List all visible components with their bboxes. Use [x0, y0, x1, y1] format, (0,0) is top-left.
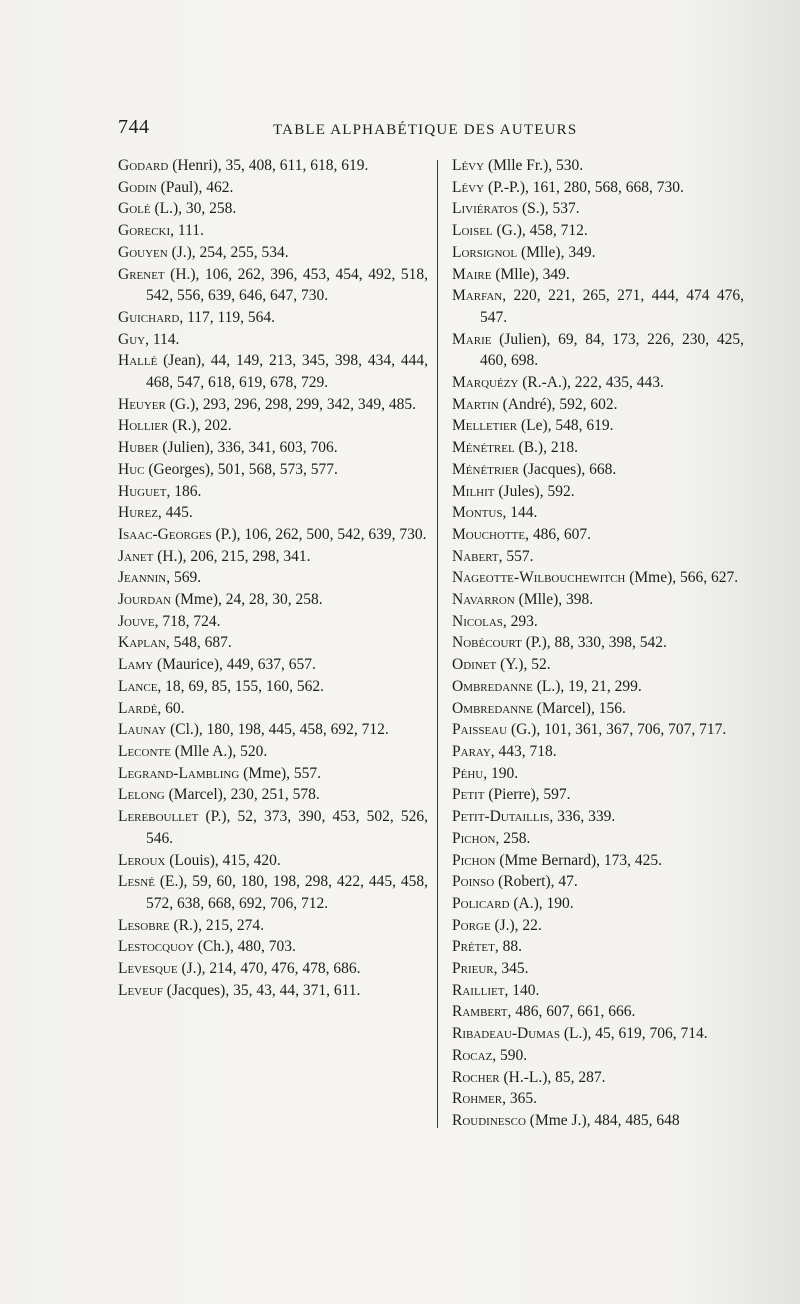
author-name: Nobécourt [452, 634, 522, 652]
page-number: 744 [118, 116, 150, 138]
author-name: Jeannin [118, 569, 167, 587]
author-name: Rohmer [452, 1090, 503, 1108]
index-entry [452, 1110, 744, 1132]
index-entry [118, 980, 428, 1002]
page-references: , 548, 687. [165, 634, 232, 652]
author-name: Ménétrier [452, 460, 519, 478]
page-references: , 445. [157, 504, 193, 522]
author-name: Rocaz [452, 1046, 493, 1064]
page-references: (Pierre), 597. [484, 786, 571, 804]
index-entry [452, 198, 744, 220]
page-references: , 557. [498, 547, 534, 565]
index-entry [118, 242, 428, 264]
index-entry [452, 220, 744, 242]
index-entry [118, 784, 428, 806]
index-entry [118, 958, 428, 980]
page-references: (H.), 206, 215, 298, 341. [153, 547, 311, 565]
index-entry [452, 437, 744, 459]
page-references: (André), 592, 602. [498, 395, 618, 413]
page-references: (S.), 537. [518, 200, 580, 218]
page-references: , 718, 724. [154, 612, 221, 630]
page-references: (G.), 293, 296, 298, 299, 342, 349, 485. [165, 395, 417, 413]
index-entry [118, 350, 428, 393]
author-name: Lestocquoy [118, 938, 194, 956]
author-name: Gouyen [118, 243, 168, 261]
author-name: Lance [118, 677, 158, 695]
author-name: Mouchotte [452, 525, 526, 543]
author-name: Janet [118, 547, 154, 565]
index-entry [452, 524, 744, 546]
page-references: (Mlle Fr.), 530. [484, 157, 584, 174]
page-references: (P.), 52, 373, 390, 453, 502, 526, 546. [146, 808, 428, 847]
page-references: , 140. [504, 981, 540, 999]
author-name: Rocher [452, 1068, 500, 1086]
index-entry [118, 719, 428, 741]
page-references: , 117, 119, 564. [179, 308, 276, 326]
index-entry [452, 242, 744, 264]
author-name: Lévy [452, 178, 485, 196]
page-references: (Maurice), 449, 637, 657. [153, 656, 316, 674]
index-entry [452, 1088, 744, 1110]
author-name: Golé [118, 200, 151, 218]
page-references: , 590. [492, 1046, 528, 1064]
author-name: Paray [452, 742, 491, 760]
page-references: (Henri), 35, 408, 611, 618, 619. [168, 157, 369, 174]
author-name: Marie [452, 330, 492, 348]
index-entry [118, 155, 428, 177]
author-name: Maire [452, 265, 492, 283]
index-entry [118, 698, 428, 720]
author-name: Lesné [118, 873, 155, 891]
page-references: , 486, 607, 661, 666. [507, 1003, 636, 1021]
page-references: (L.), 19, 21, 299. [532, 677, 642, 695]
page-references: (J.), 22. [490, 916, 542, 934]
page-references: (L.), 30, 258. [150, 200, 237, 218]
index-entry [118, 676, 428, 698]
author-name: Guichard [118, 308, 180, 326]
index-entry [118, 632, 428, 654]
author-name: Ménétrel [452, 439, 515, 457]
author-name: Gorecki [118, 222, 171, 240]
page-references: , 365. [502, 1090, 537, 1108]
author-name: Martin [452, 395, 499, 413]
index-column-right [452, 155, 744, 1132]
author-name: Petit-Dutaillis [452, 808, 550, 826]
page-references: (Mlle), 398. [514, 591, 594, 609]
page-references: (R.), 215, 274. [169, 916, 264, 934]
author-name: Ombredanne [452, 699, 533, 717]
page-references: (Georges), 501, 568, 573, 577. [144, 460, 338, 478]
index-entry [452, 958, 744, 980]
author-name: Lelong [118, 786, 165, 804]
page-references: , 190. [483, 764, 519, 782]
author-name: Prieur [452, 960, 494, 978]
author-name: Pichon [452, 829, 496, 847]
page-references: (P.-P.), 161, 280, 568, 668, 730. [484, 178, 684, 196]
author-name: Marquézy [452, 374, 519, 392]
author-name: Montus [452, 504, 503, 522]
index-entry [452, 459, 744, 481]
index-entry [118, 481, 428, 503]
index-entry [452, 177, 744, 199]
index-entry [118, 264, 428, 307]
author-name: Milhit [452, 482, 495, 500]
page-references: (Le), 548, 619. [517, 417, 614, 435]
author-name: Hallé [118, 352, 158, 370]
author-name: Odinet [452, 656, 497, 674]
author-name: Grenet [118, 265, 165, 283]
page-references: (L.), 45, 619, 706, 714. [559, 1025, 708, 1043]
index-entry [452, 567, 744, 589]
page-references: , 144. [502, 504, 538, 522]
index-entry [452, 1001, 744, 1023]
page-references: (G.), 458, 712. [492, 222, 588, 240]
author-name: Huc [118, 460, 145, 478]
index-entry [452, 546, 744, 568]
index-entry [118, 437, 428, 459]
index-entry [452, 285, 744, 328]
author-name: Lévy [452, 157, 485, 174]
page-references: , 60. [157, 699, 185, 717]
page-references: (G.), 101, 361, 367, 706, 707, 717. [507, 721, 727, 739]
index-entry [452, 264, 744, 286]
index-entry [118, 741, 428, 763]
index-entry [452, 741, 744, 763]
author-name: Ombredanne [452, 677, 533, 695]
page-references: , 336, 339. [549, 808, 616, 826]
index-entry [118, 871, 428, 914]
page-references: , 88. [494, 938, 522, 956]
page-references: (Y.), 52. [496, 656, 551, 674]
index-entry [118, 806, 428, 849]
index-entry [452, 806, 744, 828]
page-references: (Mme), 566, 627. [625, 569, 739, 587]
author-name: Lardé [118, 699, 158, 717]
author-name: Liviératos [452, 200, 519, 218]
author-name: Loisel [452, 222, 493, 240]
page-references: (Marcel), 156. [532, 699, 626, 717]
index-entry [118, 915, 428, 937]
author-name: Melletier [452, 417, 518, 435]
author-name: Jourdan [118, 591, 172, 609]
index-entry [452, 415, 744, 437]
page-references: , 486, 607. [525, 525, 591, 543]
page-references: (Mlle), 349. [517, 243, 596, 261]
author-name: Lereboullet [118, 808, 199, 826]
page-header [118, 116, 738, 146]
page-references: (Cl.), 180, 198, 445, 458, 692, 712. [166, 721, 389, 739]
author-name: Nageotte-Wilbouchewitch [452, 569, 626, 587]
author-name: Lesobre [118, 916, 170, 934]
page-references: (Julien), 69, 84, 173, 226, 230, 425, 460, 698. [480, 330, 744, 370]
author-name: Heuyer [118, 395, 166, 413]
page-references: (Jacques), 35, 43, 44, 371, 611. [162, 981, 361, 999]
author-name: Lamy [118, 656, 154, 674]
page-references: , 258. [495, 829, 531, 847]
author-name: Huguet [118, 482, 167, 500]
author-name: Péhu [452, 764, 484, 782]
author-name: Hollier [118, 417, 169, 435]
index-entry [452, 155, 744, 177]
author-name: Hurez [118, 504, 158, 522]
index-entry [452, 676, 744, 698]
page-references: (Ch.), 480, 703. [193, 938, 296, 956]
page-references: (R.-A.), 222, 435, 443. [518, 374, 664, 392]
index-entry [118, 394, 428, 416]
index-entry [118, 307, 428, 329]
index-entry [452, 980, 744, 1002]
page-references: (Marcel), 230, 251, 578. [164, 786, 320, 804]
index-entry [452, 611, 744, 633]
index-entry [118, 936, 428, 958]
index-entry [118, 524, 428, 546]
author-name: Poinso [452, 873, 495, 891]
index-entry [118, 177, 428, 199]
running-title: TABLE ALPHABÉTIQUE DES AUTEURS [273, 122, 578, 138]
author-name: Policard [452, 894, 510, 912]
author-name: Godard [118, 157, 169, 174]
index-entry [452, 394, 744, 416]
page-references: , 111. [170, 222, 204, 240]
author-name: Leconte [118, 742, 171, 760]
index-entry [118, 415, 428, 437]
page-references: (Paul), 462. [156, 178, 234, 196]
author-name: Pichon [452, 851, 496, 869]
page-references: (H.-L.), 85, 287. [499, 1068, 606, 1086]
column-divider [437, 160, 438, 1128]
index-entry [452, 632, 744, 654]
author-name: Marfan [452, 287, 503, 305]
index-entry [452, 893, 744, 915]
page-references: (Jean), 44, 149, 213, 345, 398, 434, 444, 468, 547, 618, 619, 678, 729. [146, 352, 428, 392]
page-references: (Mlle A.), 520. [170, 742, 268, 760]
index-entry [118, 654, 428, 676]
author-name: Jouve [118, 612, 155, 630]
author-name: Legrand-Lambling [118, 764, 240, 782]
author-name: Ribadeau-Dumas [452, 1025, 560, 1043]
author-name: Prétet [452, 938, 495, 956]
index-entry [452, 850, 744, 872]
index-entry [452, 654, 744, 676]
page-references: , 443, 718. [490, 742, 557, 760]
index-entry [118, 763, 428, 785]
author-name: Rambert [452, 1003, 508, 1021]
index-entry [452, 784, 744, 806]
page-references: (Jacques), 668. [518, 460, 617, 478]
author-name: Roudinesco [452, 1111, 526, 1129]
page-references: , 114. [145, 330, 180, 348]
index-entry [118, 220, 428, 242]
page-references: (J.), 214, 470, 476, 478, 686. [177, 960, 361, 978]
author-name: Nabert [452, 547, 499, 565]
author-name: Petit [452, 786, 485, 804]
index-entry [118, 850, 428, 872]
author-name: Paisseau [452, 721, 508, 739]
index-entry [452, 329, 744, 372]
page-references: (H.), 106, 262, 396, 453, 454, 492, 518, 542, 556, 639, 646, 647, 730. [146, 265, 428, 305]
index-column-left [118, 155, 428, 1001]
author-name: Godin [118, 178, 157, 196]
index-entry [452, 372, 744, 394]
page-references: (Mlle), 349. [491, 265, 570, 283]
page-references: (Julien), 336, 341, 603, 706. [158, 439, 338, 457]
page-references: (Louis), 415, 420. [165, 851, 281, 869]
author-name: Lorsignol [452, 243, 518, 261]
page-references: , 220, 221, 265, 271, 444, 474 476, 547. [480, 287, 744, 326]
page-references: (A.), 190. [509, 894, 574, 912]
author-name: Leroux [118, 851, 166, 869]
page-references: (P.), 106, 262, 500, 542, 639, 730. [211, 525, 427, 543]
index-entry [118, 459, 428, 481]
page-references: (J.), 254, 255, 534. [167, 243, 289, 261]
page-references: (Mme J.), 484, 485, 648 [525, 1111, 680, 1129]
page-references: , 345. [493, 960, 529, 978]
author-name: Levesque [118, 960, 178, 978]
author-name: Leveuf [118, 981, 163, 999]
index-entry [452, 481, 744, 503]
author-name: Porge [452, 916, 491, 934]
page-references: , 18, 69, 85, 155, 160, 562. [157, 677, 325, 695]
page-references: , 569. [166, 569, 202, 587]
page-references: , 293. [502, 612, 538, 630]
index-entry [118, 611, 428, 633]
index-entry [452, 936, 744, 958]
author-name: Isaac-Georges [118, 525, 212, 543]
index-entry [452, 698, 744, 720]
index-entry [452, 719, 744, 741]
index-entry [118, 502, 428, 524]
page-references: (Robert), 47. [494, 873, 578, 891]
page-references: (R.), 202. [168, 417, 232, 435]
page-references: (E.), 59, 60, 180, 198, 298, 422, 445, 458, 572, 638, 668, 692, 706, 712. [146, 873, 428, 912]
index-entry [118, 198, 428, 220]
author-name: Navarron [452, 591, 515, 609]
index-entry [452, 871, 744, 893]
page-references: (Jules), 592. [494, 482, 575, 500]
index-entry [452, 502, 744, 524]
author-name: Launay [118, 721, 167, 739]
index-entry [118, 546, 428, 568]
index-entry [452, 589, 744, 611]
index-entry [452, 1067, 744, 1089]
index-entry [452, 1023, 744, 1045]
index-entry [118, 329, 428, 351]
index-entry [118, 567, 428, 589]
author-name: Nicolas [452, 612, 503, 630]
author-name: Guy [118, 330, 146, 348]
author-name: Kaplan [118, 634, 166, 652]
page-references: (P.), 88, 330, 398, 542. [521, 634, 667, 652]
author-name: Huber [118, 439, 159, 457]
index-entry [452, 915, 744, 937]
page-references: (B.), 218. [514, 439, 578, 457]
page-references: (Mme Bernard), 173, 425. [495, 851, 663, 869]
index-entry [452, 763, 744, 785]
index-entry [452, 828, 744, 850]
page-references: , 186. [166, 482, 202, 500]
index-entry [118, 589, 428, 611]
author-name: Railliet [452, 981, 505, 999]
page-references: (Mme), 557. [239, 764, 322, 782]
index-entry [452, 1045, 744, 1067]
page-references: (Mme), 24, 28, 30, 258. [171, 591, 323, 609]
